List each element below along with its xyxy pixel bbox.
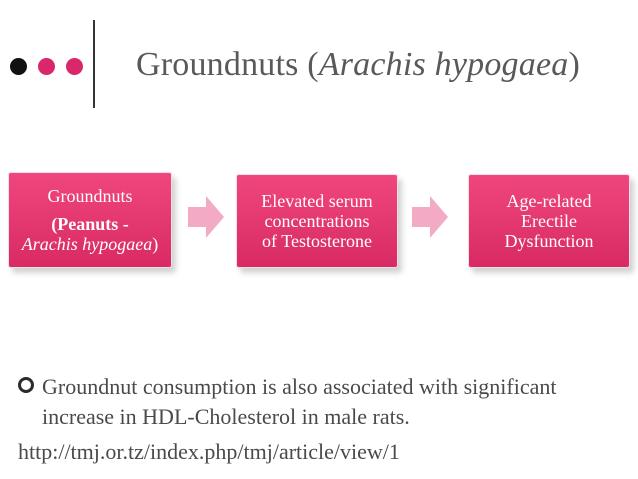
node-label: concentrations [264,211,370,231]
node-label: Groundnuts [47,186,133,206]
flow-node-erectile-dysfunction [468,174,630,268]
node-label: of Testosterone [262,231,372,251]
title-main: Groundnuts ( [136,46,319,83]
title-scientific-name: Arachis hypogaea [318,46,569,83]
bullet-text: Groundnut consumption is also associated with significant increase in HDL-Cholesterol in male rats. [42,374,557,429]
title-close: ) [568,46,580,83]
node-label-line [8,234,172,254]
node-label: (Peanuts - [51,214,129,234]
node-label-italic: Arachis hypogaea [21,234,153,254]
flow-arrow-icon [188,196,224,238]
node-label-close: ) [152,234,159,254]
node-label: Dysfunction [504,231,594,251]
reference-url: http://tmj.or.tz/index.php/tmj/article/view/1 [18,439,400,464]
node-label: Erectile [521,211,577,231]
divider-line [93,20,95,108]
slide-title [136,46,580,84]
flow-node-testosterone [236,174,398,268]
dot-pink [66,58,83,75]
node-label: Elevated serum [261,191,373,211]
flow-node-groundnuts [8,172,172,268]
dot-black [10,58,27,75]
ring-bullet-icon [18,377,34,393]
node-label: Age-related [506,191,592,211]
bullet-item [18,372,628,432]
decorative-dots [10,58,90,76]
flow-arrow-icon [412,196,448,238]
dot-pink [38,58,55,75]
